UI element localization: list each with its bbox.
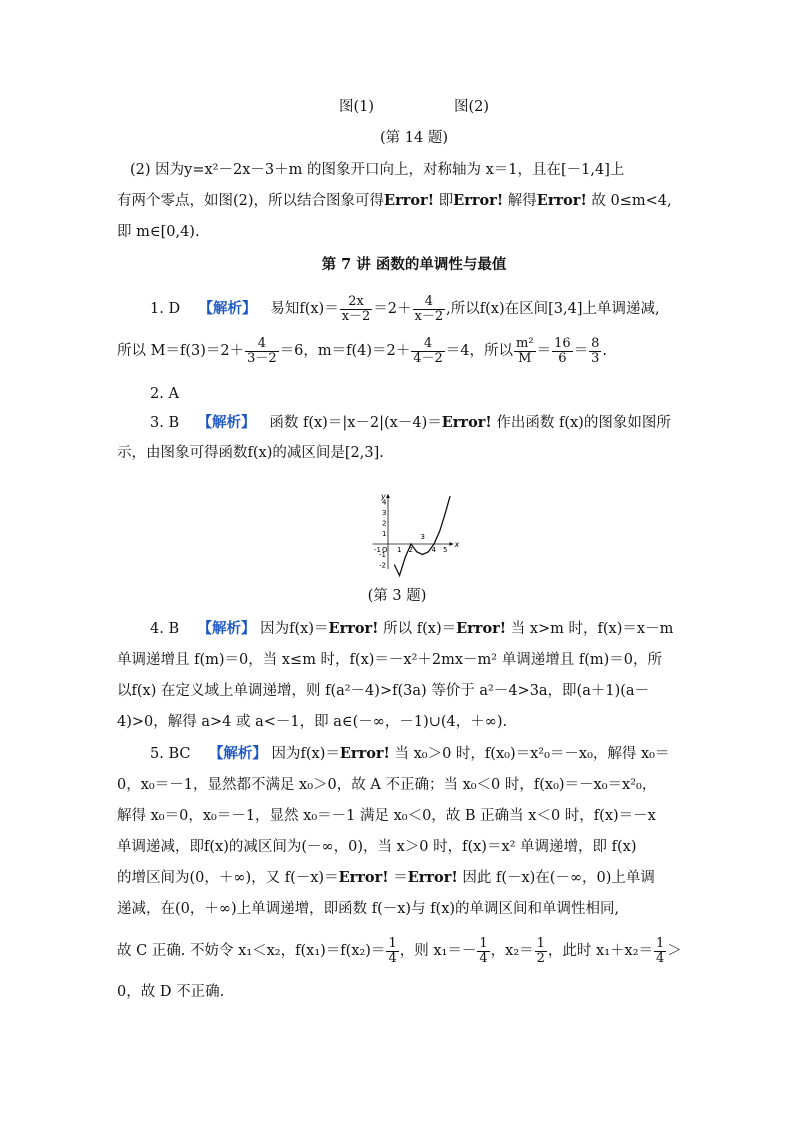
q1-text: ＝ bbox=[536, 343, 552, 359]
y-tick-label: 1 bbox=[382, 530, 387, 538]
x-tick-label: O bbox=[382, 546, 388, 554]
x-tick-label: 2 bbox=[408, 546, 413, 554]
fraction: $\frac{4}{3-2}$ bbox=[247, 335, 277, 366]
q3-line-1 bbox=[150, 413, 710, 433]
q1-text: ＝4，所以 bbox=[445, 343, 514, 359]
analysis-tag: 【解析】 bbox=[197, 620, 256, 637]
q5-line-3: 解得 x₀＝0，x₀＝－1，显然 x₀＝－1 满足 x₀＜0，故 B 正确当 x＜0 时，f(x)＝－x bbox=[117, 808, 656, 824]
x-axis-label: x bbox=[454, 540, 460, 549]
q14-text: 即 bbox=[434, 193, 454, 209]
q5-line-6: 递减，在(0，＋∞)上单调递增，即函数 f(－x)与 f(x)的单调区间和单调性相同, bbox=[117, 901, 620, 917]
analysis-tag: 【解析】 bbox=[198, 300, 257, 317]
q4-text: 所以 f(x)＝ bbox=[378, 621, 457, 637]
q1-text: ＝6，m＝f(4)＝2＋ bbox=[279, 343, 411, 359]
q3-text: 作出函数 f(x)的图象如图所 bbox=[491, 415, 671, 431]
fraction: $\frac{4}{4-2}$ bbox=[413, 335, 443, 366]
q14-line-3: 即 m∈[0,4). bbox=[117, 224, 200, 240]
x-tick-label: 5 bbox=[443, 546, 448, 554]
x-tick-label: 1 bbox=[397, 546, 402, 554]
q1-text: ＝ bbox=[573, 343, 589, 359]
figure-caption-14: (第 14 题) bbox=[380, 130, 448, 146]
q5-text: 因为f(x)＝ bbox=[266, 746, 340, 762]
error-marker: Error! bbox=[384, 192, 435, 209]
figure-1-label: 图(1) bbox=[339, 99, 375, 115]
q4-line-2: 单调递增且 f(m)＝0，当 x≤m 时，f(x)＝－x²＋2mx－m² 单调递增且 f(m)＝0，所 bbox=[117, 652, 662, 668]
q3-graph-svg bbox=[360, 478, 470, 578]
q1-text: 所以 M＝f(3)＝2＋ bbox=[117, 343, 245, 359]
fraction: $\frac{1}{4}$ bbox=[479, 935, 488, 966]
y-tick-label: -2 bbox=[379, 561, 386, 570]
q1-line-2 bbox=[117, 334, 677, 368]
q5-text: ＝ bbox=[388, 870, 408, 886]
y-tick-label: 2 bbox=[382, 519, 387, 528]
q3-line-2: 示，由图象可得函数f(x)的减区间是[2,3]. bbox=[117, 445, 384, 461]
error-marker: Error! bbox=[328, 620, 379, 637]
q3-answer: 3. B bbox=[150, 415, 180, 431]
y-axis-label: y bbox=[381, 492, 386, 501]
q4-text: 当 x>m 时，f(x)＝x－m bbox=[506, 621, 674, 637]
q1-text: ,所以f(x)在区间[3,4]上单调递减, bbox=[446, 301, 660, 317]
fraction: $\frac{8}{3}$ bbox=[591, 335, 600, 366]
error-marker: Error! bbox=[536, 192, 587, 209]
q5-text: ，x₂＝ bbox=[490, 943, 534, 959]
error-marker: Error! bbox=[338, 869, 389, 886]
q5-text: 因此 f(－x)在(－∞，0)上单调 bbox=[457, 870, 655, 886]
q5-text: ，则 x₁＝－ bbox=[399, 943, 477, 959]
fraction: $\frac{1}{2}$ bbox=[536, 935, 545, 966]
y-tick-label: 4 bbox=[382, 498, 387, 507]
q4-line-4: 4)>0，解得 a>4 或 a<－1，即 a∈(－∞，－1)∪(4，＋∞). bbox=[117, 714, 508, 730]
q4-text: 因为f(x)＝ bbox=[255, 621, 329, 637]
q14-text: 故 0≤m<4, bbox=[586, 193, 672, 209]
q4-line-1 bbox=[150, 619, 710, 639]
q5-line-5 bbox=[117, 868, 677, 888]
fraction: $\frac{4}{x-2}$ bbox=[414, 293, 444, 324]
q4-line-3: 以f(x) 在定义域上单调递增，则 f(a²－4)>f(3a) 等价于 a²－4>3a，即(a＋1)(a－ bbox=[117, 683, 650, 699]
q14-text: 解得 bbox=[503, 193, 537, 209]
fraction: $\frac{1}{4}$ bbox=[388, 935, 397, 966]
fraction: $\frac{16}{6}$ bbox=[554, 335, 571, 366]
q5-text: ＞ bbox=[667, 943, 682, 959]
q14-line-2 bbox=[117, 191, 677, 211]
q5-line-8: 0，故 D 不正确. bbox=[117, 984, 225, 1000]
y-tick-label: -1 bbox=[379, 551, 386, 559]
q14-text: 有两个零点，如图(2)，所以结合图象可得 bbox=[117, 193, 385, 209]
q1-text: 易知f(x)＝ bbox=[270, 301, 339, 317]
figure-2-label: 图(2) bbox=[454, 99, 490, 115]
q5-line-7 bbox=[117, 934, 682, 968]
figure-caption-3: (第 3 题) bbox=[367, 588, 427, 604]
fraction: $\frac{\text{m²}}{M}$ bbox=[516, 335, 534, 366]
graph-ticks bbox=[374, 499, 447, 570]
section-title: 第 7 讲 函数的单调性与最值 bbox=[321, 256, 507, 273]
error-marker: Error! bbox=[339, 745, 390, 762]
q1-text: . bbox=[602, 343, 608, 359]
q5-text: 当 x₀＞0 时，f(x₀)＝x²₀＝－x₀，解得 x₀＝ bbox=[389, 746, 670, 762]
x-tick-label: -1 bbox=[374, 546, 381, 554]
q1-text: ＝2＋ bbox=[373, 301, 412, 317]
q14-line-1: (2) 因为y=x²－2x－3＋m 的图象开口向上，对称轴为 x＝1，且在[－1,4]上 bbox=[130, 162, 625, 178]
error-marker: Error! bbox=[453, 192, 504, 209]
q5-answer: 5. BC bbox=[150, 746, 191, 762]
q3-function-graph bbox=[360, 478, 470, 578]
error-marker: Error! bbox=[441, 414, 492, 431]
error-marker: Error! bbox=[456, 620, 507, 637]
q5-text: ，此时 x₁＋x₂＝ bbox=[547, 943, 654, 959]
q5-line-4: 单调递减，即f(x)的减区间为(－∞，0)，当 x＞0 时，f(x)＝x² 单调递增，即 f(x) bbox=[117, 839, 637, 855]
q5-text: 故 C 正确. 不妨令 x₁＜x₂，f(x₁)＝f(x₂)＝ bbox=[117, 943, 386, 959]
error-marker: Error! bbox=[407, 869, 458, 886]
q1-answer: 1. D bbox=[150, 301, 181, 317]
y-tick-label: 3 bbox=[382, 509, 387, 517]
x-axis-arrow bbox=[450, 542, 454, 546]
analysis-tag: 【解析】 bbox=[208, 745, 267, 762]
curve-annotation: 3 bbox=[420, 533, 425, 541]
q3-text: 函数 f(x)＝|x－2|(x－4)＝ bbox=[269, 415, 442, 431]
x-tick-label: 4 bbox=[431, 546, 436, 554]
q2-answer: 2. A bbox=[150, 386, 179, 402]
fraction: $\frac{1}{4}$ bbox=[656, 935, 665, 966]
fraction: $\frac{2x}{x-2}$ bbox=[341, 293, 371, 324]
q5-line-1 bbox=[150, 744, 710, 764]
q4-answer: 4. B bbox=[150, 621, 180, 637]
y-axis-arrow bbox=[386, 494, 390, 498]
q1-line-1 bbox=[150, 292, 710, 326]
q5-text: 的增区间为(0，＋∞)，又 f(－x)＝ bbox=[117, 870, 339, 886]
q5-line-2: 0，x₀＝－1，显然都不满足 x₀＞0，故 A 不正确；当 x₀＜0 时，f(x₀)＝－x₀＝x²₀， bbox=[117, 777, 657, 793]
analysis-tag: 【解析】 bbox=[197, 414, 256, 431]
